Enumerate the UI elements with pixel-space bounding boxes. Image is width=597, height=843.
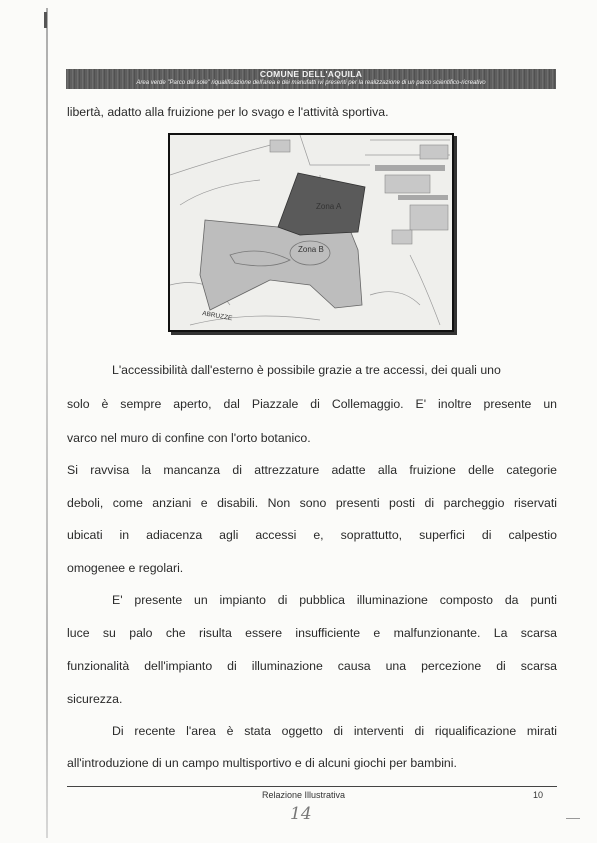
text-line-3: solo è sempre aperto, dal Piazzale di Collemaggio. E' inoltre presente un — [67, 397, 557, 411]
zone-a-label: Zona A — [316, 202, 342, 211]
header-title: COMUNE DELL'AQUILA — [259, 69, 363, 79]
pencil-mark — [566, 818, 580, 819]
text-line-5: Si ravvisa la mancanza di attrezzature adatte alla fruizione delle categorie — [67, 463, 557, 477]
site-map-figure — [168, 133, 454, 332]
document-header-banner — [66, 69, 556, 89]
page-number: 10 — [533, 790, 544, 800]
text-line-11: funzionalità dell'impianto di illuminazione causa una percezione di scarsa — [67, 659, 557, 673]
text-line-1: libertà, adatto alla fruizione per lo svago e l'attività sportiva. — [67, 105, 389, 119]
footer-label: Relazione Illustrativa — [262, 790, 346, 800]
text-line-2: L'accessibilità dall'esterno è possibile grazie a tre accessi, dei quali uno — [112, 363, 501, 377]
header-subtitle: Area verde "Parco del sole" riqualificazione dell'area e dei manufatti ivi presenti per la realizzazione di un parco scientifico-ricreativo — [136, 80, 486, 86]
site-map-drawing — [170, 135, 452, 330]
text-line-14: all'introduzione di un campo multisportivo e di alcuni giochi per bambini. — [67, 756, 457, 770]
text-line-6: deboli, come anziani e disabili. Non sono presenti posti di parcheggio riservati — [67, 496, 557, 510]
footer-rule — [67, 786, 557, 787]
text-line-4: varco nel muro di confine con l'orto botanico. — [67, 431, 311, 445]
text-line-10: luce su palo che risulta essere insufficiente e malfunzionante. La scarsa — [67, 626, 557, 640]
text-line-12: sicurezza. — [67, 692, 123, 706]
text-line-13: Di recente l'area è stata oggetto di interventi di riqualificazione mirati — [112, 724, 557, 738]
binding-margin-line — [46, 8, 48, 838]
road-label: ABRUZZE — [201, 310, 233, 323]
text-line-9: E' presente un impianto di pubblica illuminazione composto da punti — [112, 593, 557, 607]
text-line-8: omogenee e regolari. — [67, 561, 184, 575]
margin-tick-mark — [44, 12, 47, 28]
handwritten-page-number: 14 — [290, 804, 312, 824]
zone-b-label: Zona B — [298, 245, 324, 254]
text-line-7: ubicati in adiacenza agli accessi e, soprattutto, superfici di calpestio — [67, 528, 557, 542]
